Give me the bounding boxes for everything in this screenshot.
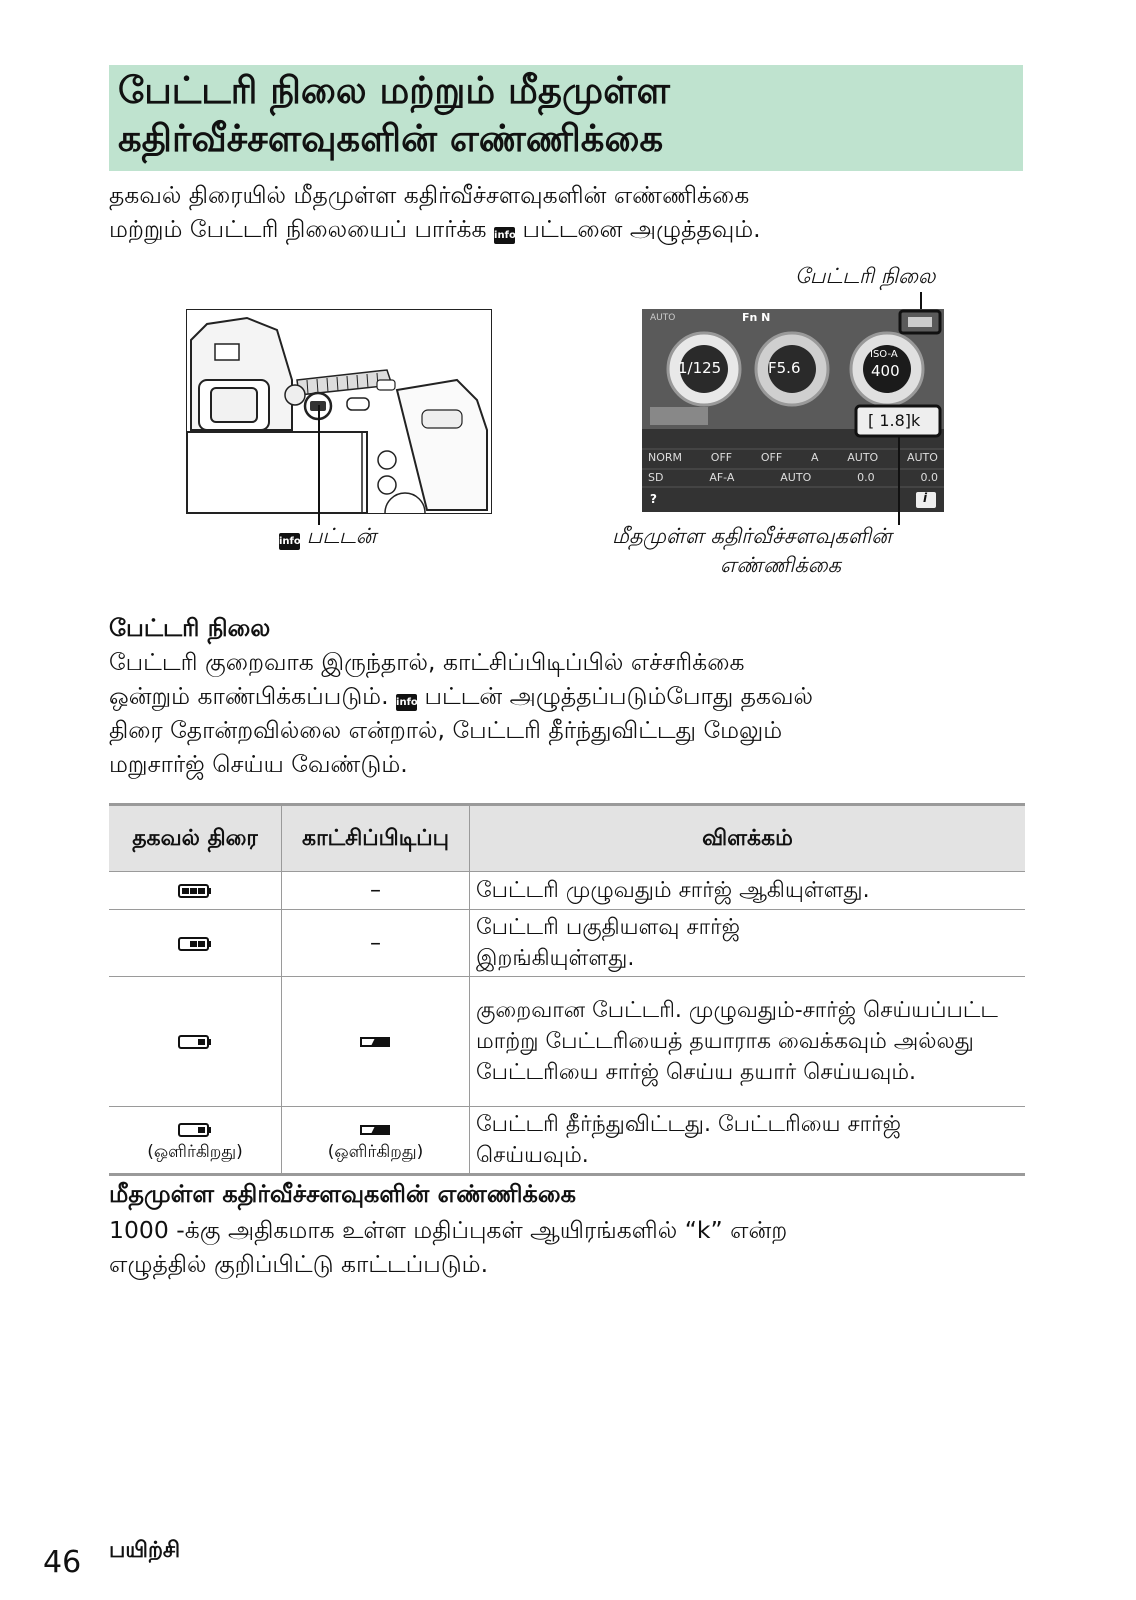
battery-heading: பேட்டரி நிலை [109,614,271,642]
battery-text-line3: திரை தோன்றவில்லை என்றால், பேட்டரி தீர்ந்துவிட்டது மேலும் [109,716,783,744]
lcd-iso-value: 400 [871,362,900,380]
lcd-info-icon: i [923,491,928,505]
battery-status-table [109,803,1025,1176]
col-viewfinder: காட்சிப்பிடிப்பு [282,805,470,872]
info-button-icon: info [494,227,515,244]
table-header-row [109,805,1025,872]
info-button-caption [279,524,376,551]
page-title-line2: கதிர்வீச்சளவுகளின் எண்ணிக்கை [118,117,664,160]
intro-line2 [109,212,761,246]
row-description: பேட்டரி தீர்ந்துவிட்டது. பேட்டரியை சார்ஜ் செய்யவும். [470,1107,1026,1175]
col-description: விளக்கம் [470,805,1026,872]
button-caption-text: பட்டன் [306,524,377,548]
viewfinder-low-battery-icon [282,977,470,1107]
battery-text-line1: பேட்டரி குறைவாக இருந்தால், காட்சிப்பிடிப்பில் எச்சரிக்கை [109,648,745,676]
viewfinder-low-battery-icon [359,1123,393,1137]
page-title-line1: பேட்டரி நிலை மற்றும் மீதமுள்ள [118,69,670,112]
battery-text-line2: ஒன்றும் காண்பிக்கப்படும். info பட்டன் அழுத்தப்படும்போது தகவல் [109,682,813,710]
lcd-exposures: [ 1.8]k [868,411,921,430]
info-button-icon: info [396,694,417,711]
col-info-display: தகவல் திரை [109,805,282,872]
lcd-row2: SD AF-A AUTO 0.0 0.0 [648,471,938,484]
intro-line2-post: பட்டனை அழுத்தவும். [522,215,761,243]
blinking-note: (ஒளிர்கிறது) [327,1141,424,1162]
battery-empty-blinking [109,1107,282,1175]
battery-text-line4: மறுசார்ஜ் செய்ய வேண்டும். [109,750,408,778]
info-button-icon: info [279,533,300,550]
intro-line1: தகவல் திரையில் மீதமுள்ள கதிர்வீச்சளவுகளின் எண்ணிக்கை [109,181,750,209]
battery-leader-line [920,292,922,310]
exposures-text-line2: எழுத்தில் குறிப்பிட்டு காட்டப்படும். [109,1250,489,1278]
lcd-top-icons: Fn N [742,311,771,324]
battery-callout: பேட்டரி நிலை [795,264,936,288]
exposures-text-line1: 1000 -க்கு அதிகமாக உள்ள மதிப்புகள் ஆயிரங்களில் “k” என்ற [109,1216,788,1244]
blinking-note: (ஒளிர்கிறது) [147,1141,243,1162]
table-row [109,977,1025,1107]
footer-section-name: பயிற்சி [109,1538,181,1563]
battery-full-icon [109,872,282,910]
exposures-caption-2: எண்ணிக்கை [720,553,842,577]
button-leader-line [318,405,320,525]
lcd-help: ? [650,492,657,506]
lcd-mode: AUTO [650,313,676,323]
lcd-aperture: F5.6 [768,359,801,377]
lcd-iso-label: ISO-A [870,349,898,360]
viewfinder-none: – [282,872,470,910]
viewfinder-none: – [282,910,470,977]
row-description: குறைவான பேட்டரி. முழுவதும்-சார்ஜ் செய்யப்பட்ட மாற்று பேட்டரியைத் தயாராக வைக்கவும் அல்லது பேட்டரியை சார்ஜ் செய்ய தயார் செய்யவும். [470,977,1026,1107]
battery-low-icon [109,977,282,1107]
table-row [109,1107,1025,1175]
page-number: 46 [43,1545,82,1580]
camera-illustration [186,309,492,514]
battery-partial-icon [109,910,282,977]
table-row [109,910,1025,977]
row-description: பேட்டரி பகுதியளவு சார்ஜ் இறங்கியுள்ளது. [470,910,1026,977]
camera-drawing-icon [187,310,491,513]
table-row [109,872,1025,910]
exposures-heading: மீதமுள்ள கதிர்வீச்சளவுகளின் எண்ணிக்கை [109,1180,576,1208]
viewfinder-empty-blinking [282,1107,470,1175]
lcd-shutter: 1/125 [678,359,722,377]
exposures-caption-1: மீதமுள்ள கதிர்வீச்சளவுகளின் [612,524,892,548]
battery-low-icon [178,1122,212,1138]
lcd-row1: NORM OFF OFF A AUTO AUTO [648,451,938,464]
row-description: பேட்டரி முழுவதும் சார்ஜ் ஆகியுள்ளது. [470,872,1026,910]
intro-line2-pre: மற்றும் பேட்டரி நிலையைப் பார்க்க [109,215,487,243]
exposures-leader-line [898,437,900,525]
